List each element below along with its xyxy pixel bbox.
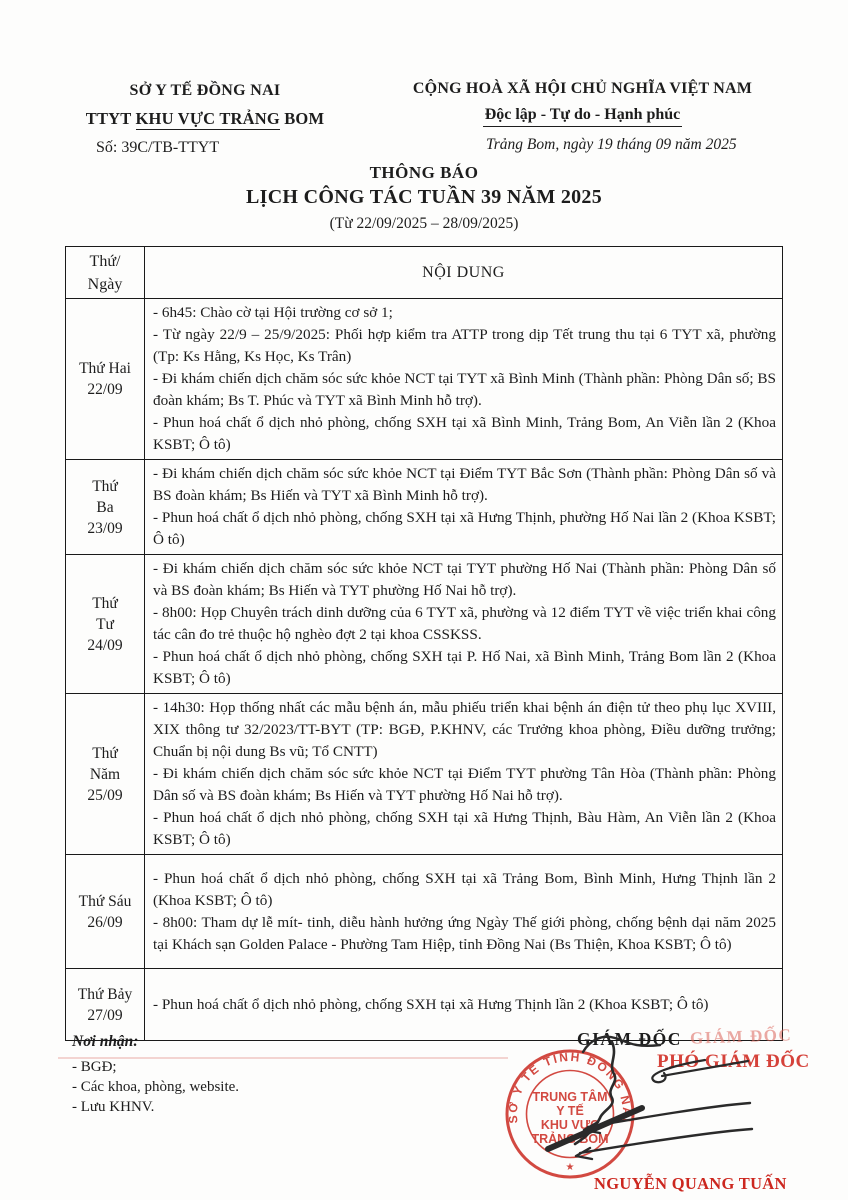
- letterhead-right: [360, 80, 805, 154]
- place-and-date: Trảng Bom, ngày 19 tháng 09 năm 2025: [486, 136, 737, 153]
- stamp-center-line: TRUNG TÂM: [532, 1090, 608, 1104]
- recipients-label: Nơi nhận:: [72, 1033, 139, 1050]
- schedule-item: - 8h00: Họp Chuyên trách dinh dưỡng của 6 TYT xã, phường và 12 điểm TYT về việc triển khai công tác cân đo trẻ thuộc hộ nghèo đợt 2 tại khoa CSSKSS.: [153, 604, 776, 643]
- letterhead-left: [60, 82, 350, 157]
- schedule-item: - Đi khám chiến dịch chăm sóc sức khỏe NCT tại TYT xã Bình Minh (Thành phần: Phòng Dân số; BS đoàn khám; Bs T. Phúc và TYT xã Bình Minh hỗ trợ).: [153, 370, 776, 409]
- schedule-item: - Đi khám chiến dịch chăm sóc sức khỏe NCT tại TYT phường Hố Nai (Thành phần: Phòng Dân số và BS đoàn khám; Bs Hiến và TYT phường Hố Nai hỗ trợ).: [153, 560, 776, 599]
- signature-thick-diagonal: [548, 1108, 642, 1149]
- day-cell: Thứ Ba 23/09: [66, 460, 145, 555]
- signature-long-stroke-2: [576, 1129, 752, 1159]
- recipient-item: - Các khoa, phòng, website.: [72, 1079, 240, 1095]
- day-cell: Thứ Hai 22/09: [66, 299, 145, 460]
- unit-prefix: TTYT: [85, 109, 136, 128]
- date-range: (Từ 22/09/2025 – 28/09/2025): [329, 215, 519, 232]
- schedule-title: LỊCH CÔNG TÁC TUẦN 39 NĂM 2025: [245, 186, 603, 208]
- national-motto: Độc lập - Tự do - Hạnh phúc: [483, 106, 683, 127]
- signer-name: NGUYỄN QUANG TUẤN: [594, 1174, 787, 1193]
- schedule-item: - Phun hoá chất ổ dịch nhỏ phòng, chống SXH tại xã Hưng Thịnh lần 2 (Khoa KSBT; Ô tô): [153, 995, 709, 1013]
- unit-underlined: KHU VỰC TRẢNG: [135, 109, 280, 128]
- table-row-wednesday: [66, 555, 783, 694]
- recipient-item: - Lưu KHNV.: [72, 1099, 155, 1115]
- schedule-item: - Phun hoá chất ổ dịch nhỏ phòng, chống SXH tại xã Hưng Thịnh, Bàu Hàm, An Viễn lần 2 (Khoa KSBT; Ô tô): [153, 809, 776, 848]
- doc-type-title: THÔNG BÁO: [369, 163, 479, 182]
- handwritten-signature: [520, 1026, 770, 1186]
- schedule-item: - 8h00: Tham dự lễ mít- tinh, diễu hành hưởng ứng Ngày Thế giới phòng, chống bệnh dại năm 2025 tại Khách sạn Golden Palace - Phường Tam Hiệp, tỉnh Đồng Nai (Bs Thiện, Khoa KSBT; Ô tô): [153, 913, 776, 953]
- content-cell: [145, 460, 783, 555]
- stamp-ring-text: SỞ Y TẾ TỈNH ĐỒNG NAI: [505, 1049, 635, 1125]
- day-cell: Thứ Sáu 26/09: [66, 855, 145, 969]
- schedule-item: - Đi khám chiến dịch chăm sóc sức khỏe NCT tại Điểm TYT Bắc Sơn (Thành phần: Phòng Dân số và BS đoàn khám; Bs Hiến và TYT xã Bình Minh hỗ trợ).: [153, 465, 776, 504]
- schedule-item: - Đi khám chiến dịch chăm sóc sức khỏe NCT tại Điểm TYT phường Tân Hòa (Thành phần: Phòng Dân số và BS đoàn khám; Bs Hiến và TYT phường Hố Nai hỗ trợ).: [153, 765, 776, 804]
- stamp-center-line: Y TẾ: [556, 1104, 584, 1118]
- content-cell: [145, 855, 783, 969]
- day-cell: Thứ Bảy 27/09: [66, 969, 145, 1041]
- content-cell: [145, 694, 783, 855]
- content-cell: [145, 555, 783, 694]
- day-cell: Thứ Năm 25/09: [66, 694, 145, 855]
- column-header-day: Thứ/ Ngày: [66, 247, 145, 299]
- recipients-block: [72, 1032, 239, 1117]
- schedule-item: - Phun hoá chất ổ dịch nhỏ phòng, chống SXH tại P. Hố Nai, xã Bình Minh, Trảng Bom lần 2 (Khoa KSBT; Ô tô): [153, 648, 776, 687]
- national-title: CỘNG HOÀ XÃ HỘI CHỦ NGHĨA VIỆT NAM: [412, 80, 753, 97]
- deputy-director-title-stamp: PHÓ GIÁM ĐỐC: [657, 1051, 810, 1072]
- schedule-table: [65, 246, 783, 1041]
- table-row-thursday: [66, 694, 783, 855]
- issuing-department: SỞ Y TẾ ĐỒNG NAI: [129, 82, 281, 99]
- director-title: GIÁM ĐỐC: [577, 1029, 682, 1049]
- signature-loop: [652, 1060, 748, 1082]
- schedule-item: - Từ ngày 22/9 – 25/9/2025: Phối hợp kiểm tra ATTP trong dịp Tết trung thu tại 6 TYT xã, phường (Tp: Ks Hằng, Ks Học, Ks Trân): [153, 326, 776, 365]
- table-row-monday: [66, 299, 783, 460]
- document-title-block: [0, 163, 848, 233]
- signature-top-wave: [583, 1037, 660, 1052]
- recipient-item: - BGĐ;: [72, 1059, 117, 1075]
- unit-suffix: BOM: [279, 109, 325, 128]
- table-row-friday: [66, 855, 783, 969]
- stamp-center-line: KHU VỰC: [540, 1118, 600, 1132]
- content-cell: [145, 299, 783, 460]
- document-number: Số: 39C/TB-TTYT: [96, 139, 220, 156]
- stamp-star-icon: ★: [565, 1162, 575, 1173]
- issuing-unit: [60, 109, 350, 129]
- schedule-item: - Phun hoá chất ổ dịch nhỏ phòng, chống SXH tại xã Hưng Thịnh, phường Hố Nai lần 2 (Khoa KSBT; Ô tô): [153, 509, 776, 548]
- schedule-item: - 14h30: Họp thống nhất các mẫu bệnh án, mẫu phiếu triển khai bệnh án điện tử theo phụ lục XVIII, XIX thông tư 32/2023/TT-BYT (TP: BGĐ, P.KHNV, các Trưởng khoa phòng, Điều dưỡng trưởng; Chuẩn bị nội dung Bs vũ; Tổ CNTT): [153, 699, 776, 760]
- table-header-row: [66, 247, 783, 299]
- day-cell: Thứ Tư 24/09: [66, 555, 145, 694]
- column-header-content: NỘI DUNG: [145, 247, 783, 299]
- schedule-item: - Phun hoá chất ổ dịch nhỏ phòng, chống SXH tại xã Bình Minh, Trảng Bom, An Viễn lần 2 (Khoa KSBT; Ô tô): [153, 414, 776, 453]
- stamp-center-line: TRẢNG BOM: [531, 1132, 609, 1146]
- schedule-item: - Phun hoá chất ổ dịch nhỏ phòng, chống SXH tại xã Trảng Bom, Bình Minh, Hưng Thịnh lần 2 (Khoa KSBT; Ô tô): [153, 869, 776, 909]
- schedule-item: - 6h45: Chào cờ tại Hội trường cơ sở 1;: [153, 304, 393, 321]
- director-title-ghost-stamp: GIÁM ĐỐC: [689, 1025, 793, 1048]
- table-row-tuesday: [66, 460, 783, 555]
